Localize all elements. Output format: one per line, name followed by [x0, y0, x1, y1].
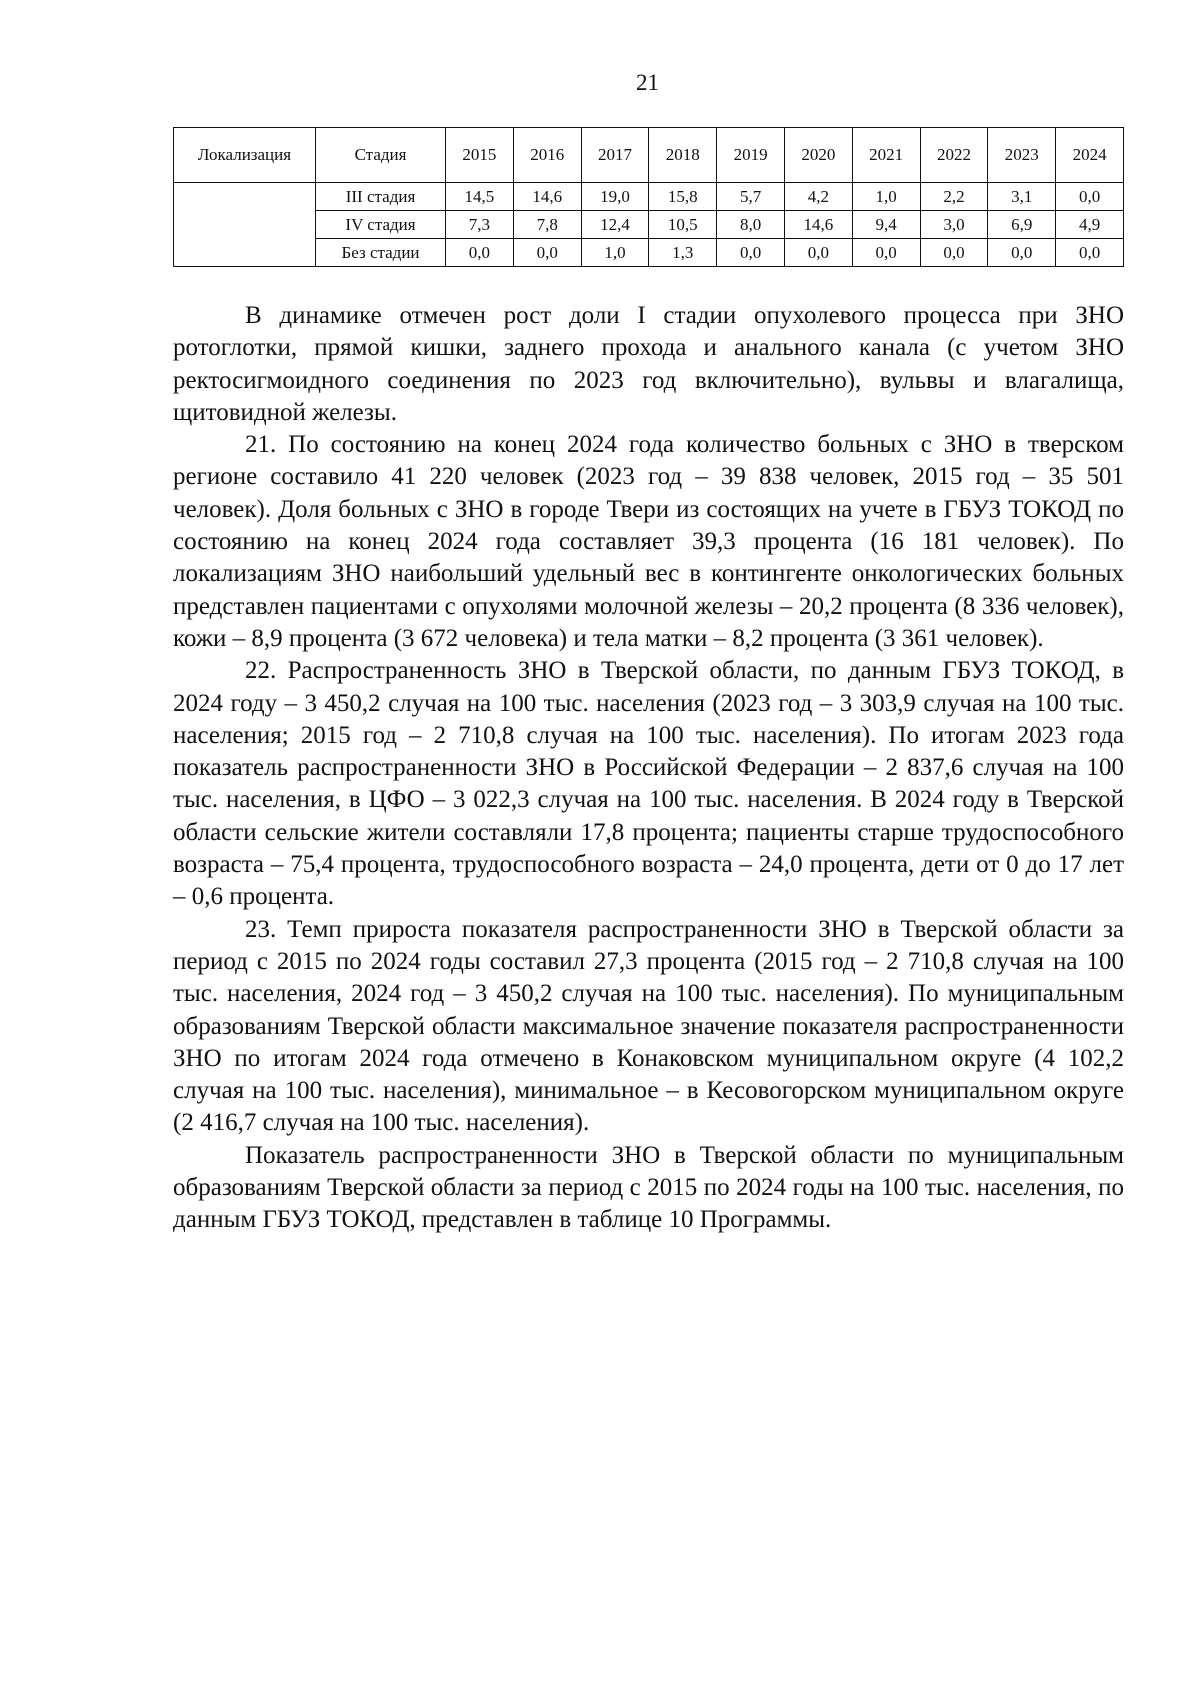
body-text — [173, 300, 1124, 1237]
value-cell: 19,0 — [581, 183, 649, 211]
table-header-row — [174, 128, 1124, 183]
paragraph: В динамике отмечен рост доли I стадии опухолевого процесса при ЗНО ротоглотки, прямой кишки, заднего прохода и анального канала (с учетом ЗНО ректосигмоидного соединения по 2023 год включительно), вульвы и влагалища, щитовидной железы. — [173, 302, 1124, 426]
value-cell: 5,7 — [717, 183, 785, 211]
value-cell: 14,6 — [784, 211, 852, 239]
value-cell: 7,3 — [446, 211, 514, 239]
table-row — [174, 211, 1124, 239]
value-cell: 0,0 — [446, 239, 514, 267]
column-header: 2021 — [852, 128, 920, 183]
value-cell: 10,5 — [649, 211, 717, 239]
column-header: 2020 — [784, 128, 852, 183]
value-cell: 1,0 — [581, 239, 649, 267]
stage-cell: III стадия — [316, 183, 446, 211]
value-cell: 3,1 — [988, 183, 1056, 211]
table-row — [174, 183, 1124, 211]
value-cell: 6,9 — [988, 211, 1056, 239]
value-cell: 0,0 — [784, 239, 852, 267]
column-header: 2015 — [446, 128, 514, 183]
value-cell: 12,4 — [581, 211, 649, 239]
column-header: 2023 — [988, 128, 1056, 183]
column-header: Локализация — [174, 128, 316, 183]
value-cell: 0,0 — [717, 239, 785, 267]
paragraph: Показатель распространенности ЗНО в Тверской области по муниципальным образованиям Тверской области за период с 2015 по 2024 годы на 100 тыс. населения, по данным ГБУЗ ТОКОД, представлен в таблице 10 Программы. — [173, 1141, 1124, 1234]
localization-cell — [174, 183, 316, 267]
value-cell: 1,3 — [649, 239, 717, 267]
value-cell: 1,0 — [852, 183, 920, 211]
value-cell: 3,0 — [920, 211, 988, 239]
value-cell: 0,0 — [513, 239, 581, 267]
stage-distribution-table — [173, 127, 1124, 267]
stage-cell: Без стадии — [316, 239, 446, 267]
value-cell: 14,5 — [446, 183, 514, 211]
value-cell: 0,0 — [988, 239, 1056, 267]
value-cell: 0,0 — [1056, 239, 1124, 267]
value-cell: 9,4 — [852, 211, 920, 239]
column-header: 2016 — [513, 128, 581, 183]
column-header: Стадия — [316, 128, 446, 183]
value-cell: 4,2 — [784, 183, 852, 211]
paragraph: 23. Темп прироста показателя распространенности ЗНО в Тверской области за период с 2015 по 2024 годы составил 27,3 процента (2015 год – 2 710,8 случая на 100 тыс. населения, 2024 год – 3 450,2 случая на 100 тыс. населения). По муниципальным образованиям Тверской области максимальное значение показателя распространенности ЗНО по итогам 2024 года отмечено в Конаковском муниципальном округе (4 102,2 случая на 100 тыс. населения), минимальное – в Кесовогорском муниципальном округе (2 416,7 случая на 100 тыс. населения). — [173, 915, 1124, 1137]
column-header: 2019 — [717, 128, 785, 183]
value-cell: 2,2 — [920, 183, 988, 211]
paragraph: 22. Распространенность ЗНО в Тверской области, по данным ГБУЗ ТОКОД, в 2024 году – 3 450,2 случая на 100 тыс. населения (2023 год – 3 303,9 случая на 100 тыс. населения; 2015 год – 2 710,8 случая на 100 тыс. населения). По итогам 2023 года показатель распространенности ЗНО в Российской Федерации – 2 837,6 случая на 100 тыс. населения, в ЦФО – 3 022,3 случая на 100 тыс. населения. В 2024 году в Тверской области сельские жители составляли 17,8 процента; пациенты старше трудоспособного возраста – 75,4 процента, трудоспособного возраста – 24,0 процента, дети от 0 до 17 лет – 0,6 процента. — [173, 657, 1124, 911]
value-cell: 7,8 — [513, 211, 581, 239]
column-header: 2018 — [649, 128, 717, 183]
stage-cell: IV стадия — [316, 211, 446, 239]
value-cell: 15,8 — [649, 183, 717, 211]
column-header: 2017 — [581, 128, 649, 183]
value-cell: 8,0 — [717, 211, 785, 239]
table-row — [174, 239, 1124, 267]
column-header: 2024 — [1056, 128, 1124, 183]
value-cell: 0,0 — [920, 239, 988, 267]
column-header: 2022 — [920, 128, 988, 183]
value-cell: 4,9 — [1056, 211, 1124, 239]
paragraph: 21. По состоянию на конец 2024 года количество больных с ЗНО в тверском регионе составило 41 220 человек (2023 год – 39 838 человек, 2015 год – 35 501 человек). Доля больных с ЗНО в городе Твери из состоящих на учете в ГБУЗ ТОКОД по состоянию на конец 2024 года составляет 39,3 процента (16 181 человек). По локализациям ЗНО наибольший удельный вес в контингенте онкологических больных представлен пациентами с опухолями молочной железы – 20,2 процента (8 336 человек), кожи – 8,9 процента (3 672 человека) и тела матки – 8,2 процента (3 361 человек). — [173, 431, 1124, 652]
value-cell: 0,0 — [1056, 183, 1124, 211]
page-number: 21 — [636, 70, 659, 95]
value-cell: 14,6 — [513, 183, 581, 211]
value-cell: 0,0 — [852, 239, 920, 267]
